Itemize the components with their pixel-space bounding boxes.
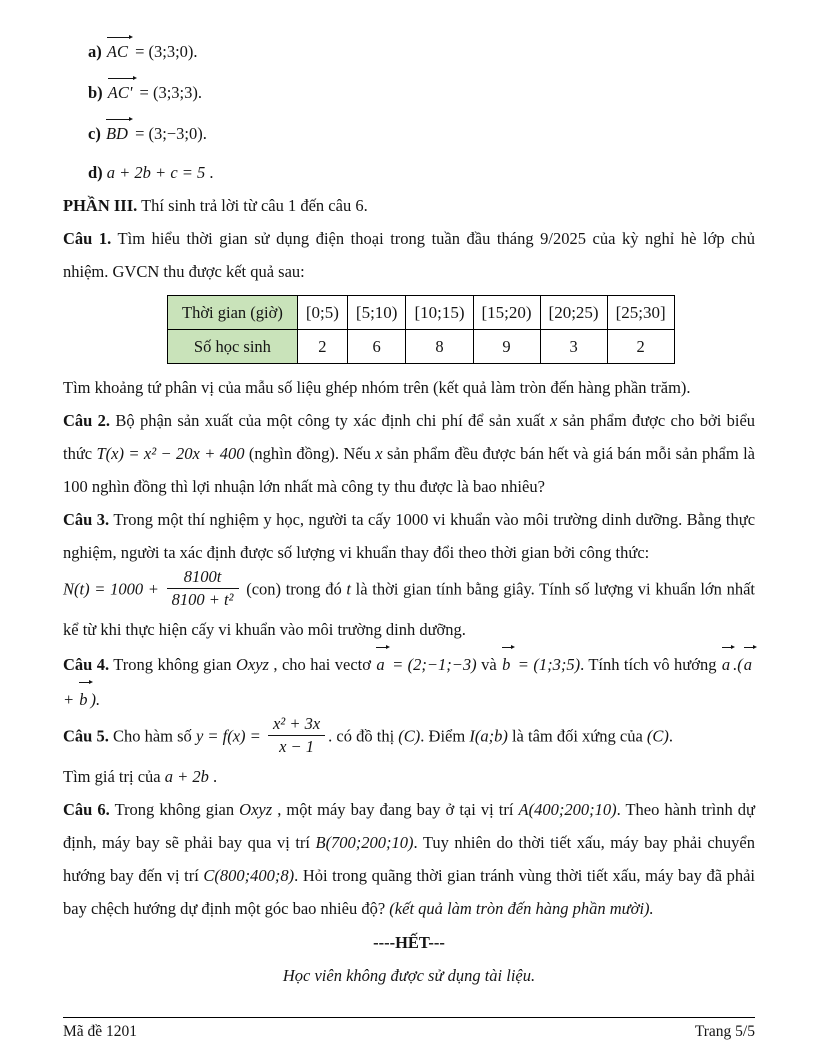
q4-vector-a-coords: = (2;−1;−3) — [387, 655, 477, 675]
vector-AC: AC — [106, 36, 131, 66]
table-interval-1: [0;5) — [297, 296, 347, 330]
vector-BD: BD — [105, 118, 131, 148]
question-2: Câu 2. Bộ phận sản xuất của một công ty xác định chi phí để sản xuất x sản phẩm được cho bởi biểu thức T(x) = x² − 20x + 400 (nghìn đồng). Nếu x sản phẩm đều được bán hết và giá bán mỗi sản phẩm là 100 nghìn đồng thì lợi nhuận lớn nhất mà công ty thu được là bao nhiêu? — [63, 411, 756, 497]
statement-d-eq: a + 2b + c = 5 — [106, 163, 206, 183]
question-5: Câu 5. Cho hàm số y = f(x) = $\frac{\text{x² + 3x}}{x - 1}$ . có đồ thị (C). Điểm I(a;b) là tâm đối xứng của (C). — [63, 714, 674, 756]
no-materials-note: Học viên không được sử dụng tài liệu. — [282, 965, 536, 985]
exam-code: Mã đề 1201 — [63, 1023, 138, 1040]
table-count-4: 9 — [473, 330, 540, 364]
fraction-numerator: x² + 3x — [272, 714, 321, 734]
q5-fraction — [268, 713, 325, 757]
vector-b: b — [501, 646, 513, 681]
question-3: Câu 3. Trong một thí nghiệm y học, người ta cấy 1000 vi khuẩn vào môi trường dinh dưỡng. Bằng thực nghiệm, người ta xác định được số lượng vi khuẩn thay đổi theo thời gian bởi công thức: — [63, 510, 756, 563]
table-interval-2: [5;10) — [347, 296, 406, 330]
question-1-text: Tìm hiểu thời gian sử dụng điện thoại trong tuần đầu tháng 9/2025 của kỳ nghỉ hè lớp chủ nhiệm. GVCN thu được kết quả sau: — [63, 229, 755, 282]
table-count-2: 6 — [347, 330, 406, 364]
question-4: Câu 4. Trong không gian Oxyz , cho hai vectơ a = (2;−1;−3) và b = (1;3;5). Tính tích vô hướng a .(a + b ). — [63, 646, 755, 716]
table-interval-5: [20;25) — [540, 296, 607, 330]
q6-point-B: B(700;200;10) — [315, 832, 414, 852]
question-4-label: Câu 4. — [63, 655, 110, 675]
q6-space-oxyz: Oxyz — [239, 799, 273, 819]
statement-c-eq: = (3;−3;0). — [130, 124, 207, 144]
table-count-3: 8 — [406, 330, 473, 364]
statement-b-eq: = (3;3;3). — [135, 83, 203, 103]
fraction-denominator: x − 1 — [268, 735, 325, 757]
page-number: Trang 5/5 — [694, 1023, 755, 1040]
fraction-denominator: 8100 + t² — [167, 588, 239, 610]
statement-c — [88, 118, 755, 148]
table-count-6: 2 — [607, 330, 674, 364]
question-2-label: Câu 2. — [63, 411, 111, 431]
table-interval-6: [25;30] — [607, 296, 674, 330]
statement-b — [88, 77, 755, 107]
q6-point-C: C(800;400;8) — [203, 865, 295, 885]
q2-cost-formula: T(x) = x² − 20x + 400 — [96, 444, 245, 464]
statement-b-label: b) — [88, 83, 103, 103]
table-label-time: Thời gian (giờ) — [168, 296, 298, 330]
q4-vector-b-coords: = (1;3;5) — [513, 655, 581, 675]
vector-a: a — [375, 646, 387, 681]
q2-var-x: x — [550, 411, 558, 431]
table-row-count — [168, 330, 675, 364]
q6-rounding-note: (kết quả làm tròn đến hàng phần mười). — [389, 898, 654, 918]
part3-heading — [63, 189, 755, 222]
q3-formula-lhs: N(t) = 1000 + — [63, 579, 164, 599]
q4-space-oxyz: Oxyz — [235, 655, 269, 675]
question-3-label: Câu 3. — [63, 510, 110, 530]
q3-fraction — [167, 566, 239, 610]
question-5-label: Câu 5. — [63, 726, 109, 746]
q5-point-I: I(a;b) — [469, 726, 508, 746]
question-6-label: Câu 6. — [63, 799, 110, 819]
page-content — [63, 36, 755, 992]
table-interval-3: [10;15) — [406, 296, 473, 330]
table-interval-4: [15;20) — [473, 296, 540, 330]
question-1 — [63, 222, 755, 288]
q5-function-lhs: y = f(x) = — [195, 726, 265, 746]
question-5-task: Tìm giá trị của a + 2b . — [63, 766, 218, 786]
question-1-task: Tìm khoảng tứ phân vị của mẫu số liệu ghép nhóm trên (kết quả làm tròn đến hàng phần trăm). — [63, 378, 691, 398]
q4-dot-product-expr: a .(a + b ). — [63, 655, 755, 709]
statement-d: d) a + 2b + c = 5 . — [88, 163, 214, 183]
question-1-label: Câu 1. — [63, 229, 112, 249]
part3-label: PHẦN III. — [63, 196, 138, 216]
page-footer — [63, 1017, 755, 1041]
q3-var-t: t — [346, 579, 351, 599]
statement-d-label: d) — [88, 163, 103, 183]
table-count-5: 3 — [540, 330, 607, 364]
q5-target-expr: a + 2b — [164, 766, 209, 786]
statement-a — [88, 36, 755, 66]
statement-a-label: a) — [88, 42, 102, 61]
statement-c-label: c) — [88, 124, 101, 144]
end-marker: ----HẾT--- — [373, 932, 445, 952]
table-label-count: Số học sinh — [168, 330, 298, 364]
fraction-numerator: 8100t — [183, 567, 222, 587]
vector-AC-prime: AC' — [107, 77, 136, 107]
question-3-formula-line: N(t) = 1000 + $\frac{8100t}{\text{8100 + t²}}$ (con) trong đó t là thời gian tính bằng giây. Tính số lượng vi khuẩn lớn nhất kể từ khi thực hiện cấy vi khuẩn vào môi trường dinh dưỡng. — [63, 567, 755, 640]
q6-point-A: A(400;200;10) — [518, 799, 617, 819]
part3-text: Thí sinh trả lời từ câu 1 đến câu 6. — [137, 196, 368, 216]
table-row-time — [168, 296, 675, 330]
statement-a-eq: = (3;3;0). — [130, 42, 198, 61]
question-6: Câu 6. Trong không gian Oxyz , một máy bay đang bay ở tại vị trí A(400;200;10). Theo hành trình dự định, máy bay sẽ phải bay qua vị trí B(700;200;10). Tuy nhiên do thời tiết xấu, máy bay phải chuyển hướng bay đến vị trí C(800;400;8). Hỏi trong quãng thời gian tránh vùng thời tiết xấu, máy bay đã phải bay chệch hướng dự định một góc bao nhiêu độ? (kết quả làm tròn đến hàng phần mười). — [63, 799, 755, 918]
table-count-1: 2 — [297, 330, 347, 364]
frequency-table — [167, 295, 675, 364]
